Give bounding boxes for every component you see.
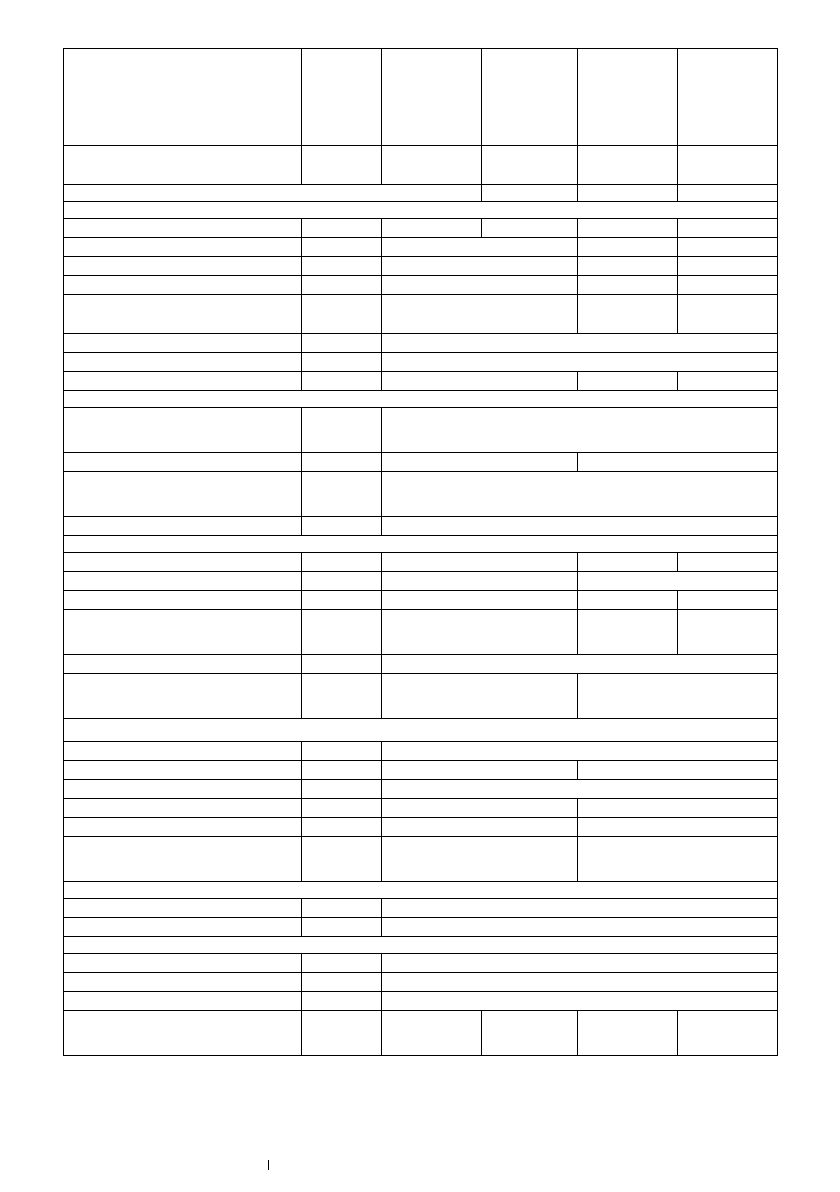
- cell-label: [64, 408, 302, 453]
- table-row: [64, 391, 778, 408]
- table-row: [64, 238, 778, 257]
- cell-c3-6: [382, 973, 778, 992]
- table-row: [64, 837, 778, 882]
- table-row: [64, 610, 778, 655]
- cell-c3-6: [382, 918, 778, 937]
- table-row: [64, 146, 778, 185]
- cell-label: [64, 899, 302, 918]
- cell-c4: [482, 1011, 578, 1056]
- cell-subheader-col2: [302, 146, 382, 185]
- cell-c3-4: [382, 553, 578, 572]
- cell-c3-6: [382, 655, 778, 674]
- cell-section-heading: [64, 882, 778, 899]
- page-footer-mark: [268, 1160, 271, 1170]
- cell-c2: [302, 954, 382, 973]
- cell-c2: [302, 219, 382, 238]
- table-row: [64, 202, 778, 219]
- cell-label: [64, 238, 302, 257]
- cell-label: [64, 334, 302, 353]
- cell-c6: [678, 610, 778, 655]
- cell-c3-4: [382, 276, 578, 295]
- table-row: [64, 572, 778, 591]
- cell-c5: [578, 372, 678, 391]
- cell-header-col4: [482, 49, 578, 146]
- cell-c5-6: [578, 453, 778, 472]
- table-row: [64, 408, 778, 453]
- cell-section-heading: [64, 719, 778, 742]
- cell-c2: [302, 818, 382, 837]
- cell-label: [64, 591, 302, 610]
- cell-label: [64, 572, 302, 591]
- cell-spacer-c4: [482, 185, 578, 202]
- cell-label: [64, 372, 302, 391]
- cell-c2: [302, 674, 382, 719]
- cell-label: [64, 818, 302, 837]
- cell-c3-6: [382, 472, 778, 517]
- table-row: [64, 276, 778, 295]
- cell-label: [64, 742, 302, 761]
- cell-c5: [578, 610, 678, 655]
- cell-label: [64, 453, 302, 472]
- table-row: [64, 742, 778, 761]
- cell-c2: [302, 918, 382, 937]
- cell-c2: [302, 742, 382, 761]
- cell-c3-4: [382, 818, 578, 837]
- cell-c5: [578, 257, 678, 276]
- cell-c2: [302, 553, 382, 572]
- cell-c5: [578, 219, 678, 238]
- cell-c6: [678, 238, 778, 257]
- cell-c3-4: [382, 453, 578, 472]
- cell-c3-4: [382, 372, 578, 391]
- cell-c5-6: [578, 674, 778, 719]
- cell-c6: [678, 372, 778, 391]
- cell-c2: [302, 837, 382, 882]
- cell-c6: [678, 553, 778, 572]
- cell-c2: [302, 353, 382, 372]
- cell-label: [64, 517, 302, 536]
- cell-c2: [302, 334, 382, 353]
- cell-c5-6: [578, 837, 778, 882]
- cell-c5: [578, 238, 678, 257]
- cell-c6: [678, 276, 778, 295]
- cell-c2: [302, 572, 382, 591]
- cell-label: [64, 992, 302, 1011]
- cell-c3: [382, 219, 482, 238]
- cell-c5: [578, 591, 678, 610]
- table-row: [64, 517, 778, 536]
- cell-c2: [302, 276, 382, 295]
- cell-c3-4: [382, 837, 578, 882]
- table-row: [64, 553, 778, 572]
- table-row: [64, 185, 778, 202]
- cell-header-col5: [578, 49, 678, 146]
- cell-subheader-col3: [382, 146, 482, 185]
- table-row: [64, 353, 778, 372]
- table-row: [64, 674, 778, 719]
- table-row: [64, 472, 778, 517]
- table-row: [64, 334, 778, 353]
- table-row: [64, 257, 778, 276]
- cell-subheader-col6: [678, 146, 778, 185]
- cell-label: [64, 954, 302, 973]
- cell-subheader-col4: [482, 146, 578, 185]
- cell-label: [64, 837, 302, 882]
- cell-c2: [302, 992, 382, 1011]
- table-row: [64, 799, 778, 818]
- table-row: [64, 453, 778, 472]
- cell-label: [64, 353, 302, 372]
- table-row: [64, 780, 778, 799]
- form-table-container: [63, 48, 777, 1056]
- cell-c3-4: [382, 238, 578, 257]
- cell-c2: [302, 257, 382, 276]
- cell-c2: [302, 472, 382, 517]
- cell-c5-6: [578, 761, 778, 780]
- cell-label: [64, 472, 302, 517]
- cell-c3-6: [382, 899, 778, 918]
- table-row: [64, 954, 778, 973]
- cell-label: [64, 655, 302, 674]
- table-row: [64, 591, 778, 610]
- cell-label: [64, 1011, 302, 1056]
- cell-c3-4: [382, 572, 578, 591]
- cell-section-heading: [64, 937, 778, 954]
- table-row: [64, 655, 778, 674]
- cell-c2: [302, 453, 382, 472]
- cell-c2: [302, 1011, 382, 1056]
- cell-c3-6: [382, 517, 778, 536]
- cell-c3-4: [382, 674, 578, 719]
- cell-c3-6: [382, 992, 778, 1011]
- cell-c6: [678, 219, 778, 238]
- cell-subheader-col5: [578, 146, 678, 185]
- table-row: [64, 536, 778, 553]
- cell-c2: [302, 761, 382, 780]
- cell-c5-6: [578, 799, 778, 818]
- cell-subheader-label: [64, 146, 302, 185]
- cell-c3-6: [382, 353, 778, 372]
- cell-section-heading: [64, 391, 778, 408]
- table-row: [64, 899, 778, 918]
- cell-label: [64, 610, 302, 655]
- cell-c2: [302, 238, 382, 257]
- cell-c3-4: [382, 799, 578, 818]
- cell-c3-4: [382, 761, 578, 780]
- table-row: [64, 937, 778, 954]
- cell-c3-6: [382, 334, 778, 353]
- cell-c3-4: [382, 257, 578, 276]
- cell-c6: [678, 295, 778, 334]
- form-table-body: [64, 49, 778, 1056]
- cell-c3: [382, 1011, 482, 1056]
- cell-c3-6: [382, 742, 778, 761]
- cell-header-label: [64, 49, 302, 146]
- cell-c2: [302, 408, 382, 453]
- cell-c3-4: [382, 610, 578, 655]
- table-row: [64, 973, 778, 992]
- cell-spacer-c6: [678, 185, 778, 202]
- table-row: [64, 818, 778, 837]
- cell-label: [64, 219, 302, 238]
- cell-section-heading: [64, 536, 778, 553]
- cell-label: [64, 761, 302, 780]
- form-table: [63, 48, 778, 1056]
- cell-c5-6: [578, 572, 778, 591]
- cell-label: [64, 553, 302, 572]
- cell-c2: [302, 655, 382, 674]
- cell-header-col2: [302, 49, 382, 146]
- cell-label: [64, 295, 302, 334]
- cell-c6: [678, 591, 778, 610]
- cell-c2: [302, 372, 382, 391]
- cell-c2: [302, 780, 382, 799]
- cell-c5-6: [578, 818, 778, 837]
- cell-c2: [302, 295, 382, 334]
- cell-c2: [302, 610, 382, 655]
- cell-label: [64, 674, 302, 719]
- cell-spacer-c5: [578, 185, 678, 202]
- cell-c3-4: [382, 591, 578, 610]
- cell-c5: [578, 295, 678, 334]
- cell-label: [64, 799, 302, 818]
- table-row: [64, 992, 778, 1011]
- cell-header-col3: [382, 49, 482, 146]
- table-row: [64, 918, 778, 937]
- cell-c5: [578, 1011, 678, 1056]
- cell-c3-6: [382, 780, 778, 799]
- table-row: [64, 49, 778, 146]
- cell-c4: [482, 219, 578, 238]
- cell-label: [64, 780, 302, 799]
- table-row: [64, 761, 778, 780]
- cell-c2: [302, 591, 382, 610]
- cell-label: [64, 918, 302, 937]
- table-row: [64, 1011, 778, 1056]
- cell-label: [64, 973, 302, 992]
- cell-label: [64, 276, 302, 295]
- cell-c3-6: [382, 954, 778, 973]
- table-row: [64, 219, 778, 238]
- cell-c2: [302, 973, 382, 992]
- table-row: [64, 372, 778, 391]
- cell-c3-6: [382, 408, 778, 453]
- cell-c2: [302, 517, 382, 536]
- cell-header-col6: [678, 49, 778, 146]
- cell-c6: [678, 257, 778, 276]
- cell-c2: [302, 899, 382, 918]
- cell-c6: [678, 1011, 778, 1056]
- cell-c3-4: [382, 295, 578, 334]
- cell-c5: [578, 553, 678, 572]
- cell-section-heading: [64, 202, 778, 219]
- cell-c2: [302, 799, 382, 818]
- table-row: [64, 882, 778, 899]
- cell-c5: [578, 276, 678, 295]
- table-row: [64, 295, 778, 334]
- cell-spacer-left: [64, 185, 482, 202]
- cell-label: [64, 257, 302, 276]
- table-row: [64, 719, 778, 742]
